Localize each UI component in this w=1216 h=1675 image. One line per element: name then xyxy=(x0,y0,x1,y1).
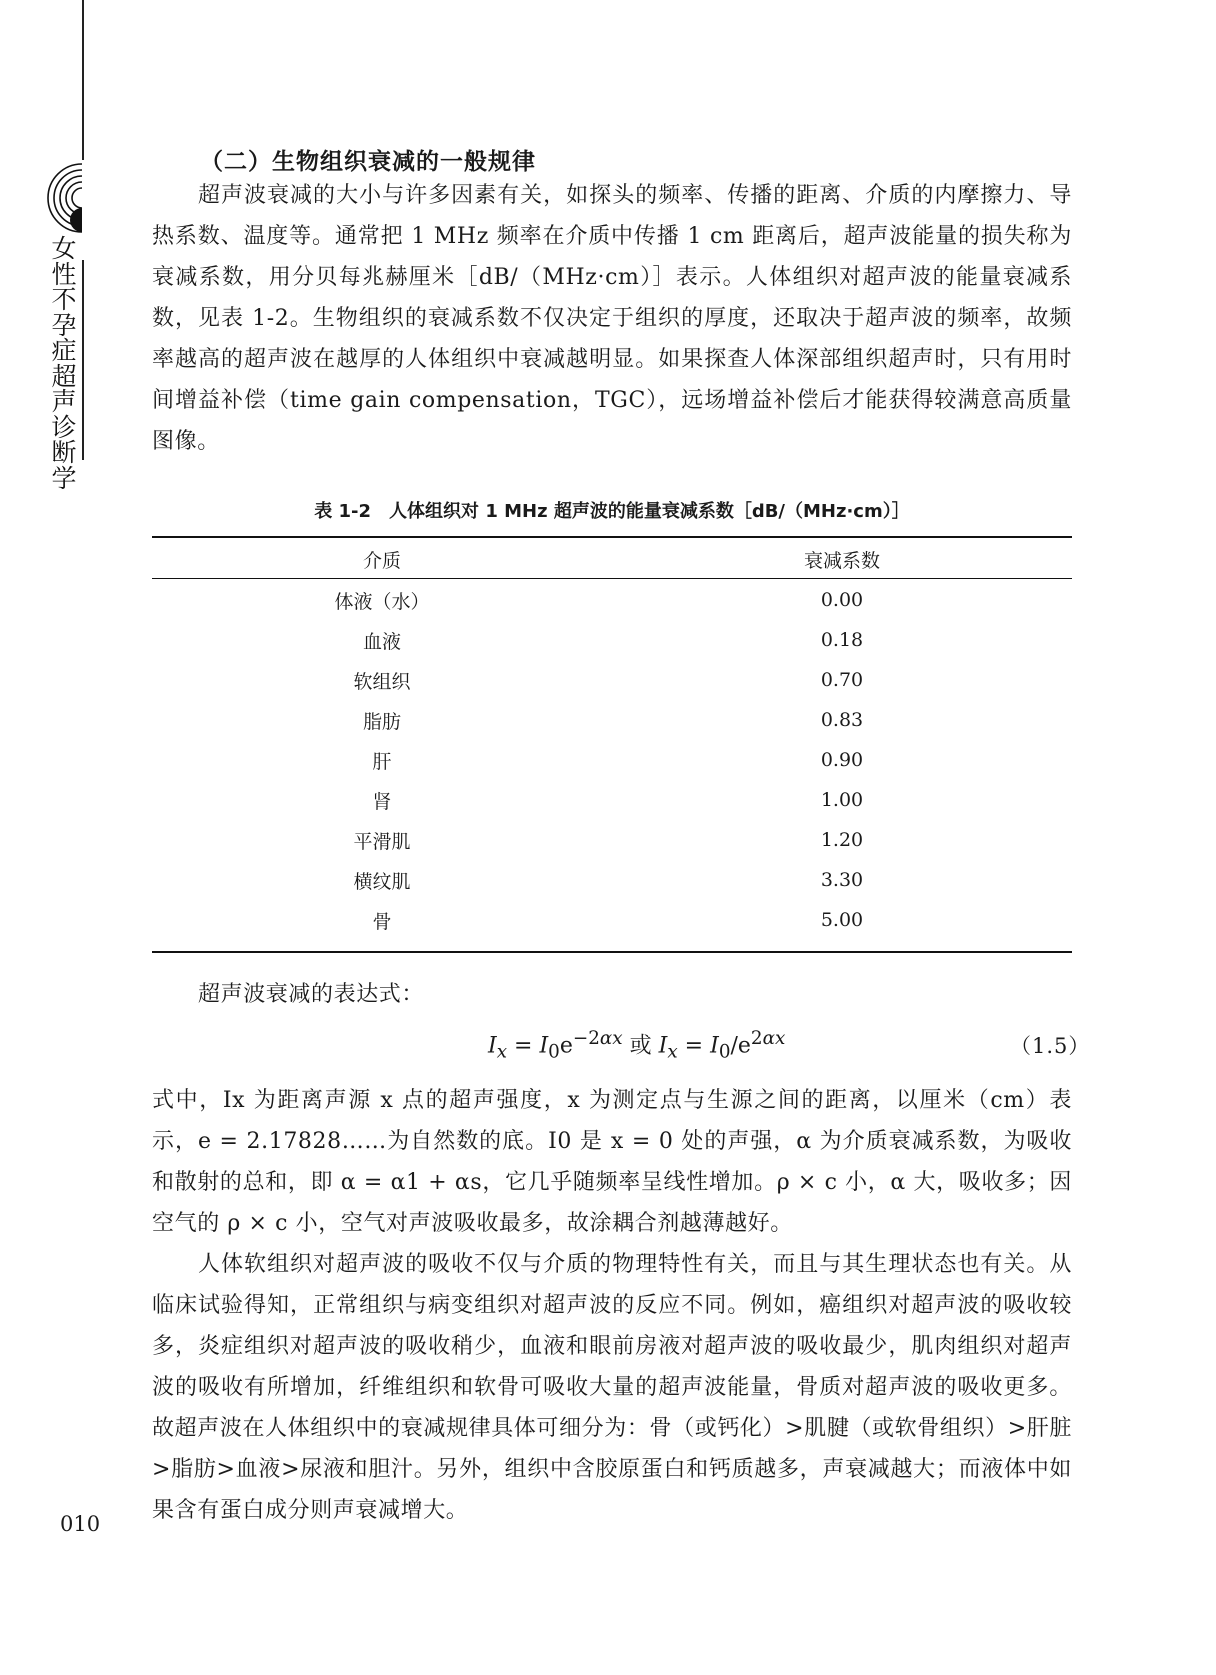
medium-cell: 骨 xyxy=(372,910,392,933)
table-row xyxy=(152,900,1072,940)
table-header-row xyxy=(152,539,1072,580)
section-heading: （二）生物组织衰减的一般规律 xyxy=(200,149,536,175)
medium-cell: 体液（水） xyxy=(334,590,430,613)
table-row xyxy=(152,580,1072,620)
formula-or: 或 xyxy=(629,1033,652,1059)
coefficient-cell: 1.20 xyxy=(820,829,864,851)
coefficient-cell: 0.83 xyxy=(820,709,864,731)
medium-cell: 血液 xyxy=(362,630,401,653)
vertical-book-title: 女性不孕症超声诊断学 xyxy=(51,234,77,493)
paragraph-tissue-absorption: 人体软组织对超声波的吸收不仅与介质的物理特性有关，而且与其生理状态也有关。从临床试验得知，正常组织与病变组织对超声波的反应不同。例如，癌组织对超声波的吸收较多，炎症组织对超声波的吸收稍少，血液和眼前房液对超声波的吸收最少，肌肉组织对超声波的吸收有所增加，纤维组织和软骨可吸收大量的超声波能量，骨质对超声波的吸收更多。故超声波在人体组织中的衰减规律具体可细分为：骨（或钙化）>肌腱（或软骨组织）>肝脏>脂肪>血液>尿液和胆汁。另外，组织中含胶原蛋白和钙质越多，声衰减越大；而液体中如果含有蛋白成分则声衰减增大。 xyxy=(152,1252,1072,1523)
paragraph-attenuation-factors: 超声波衰减的大小与许多因素有关，如探头的频率、传播的距离、介质的内摩擦力、导热系数、温度等。通常把 1 MHz 频率在介质中传播 1 cm 距离后，超声波能量的损失称为衰减系数，用分贝每兆赫厘米［dB/（MHz·cm）］表示。人体组织对超声波的能量衰减系数，见表 1-2。生物组织的衰减系数不仅决定于组织的厚度，还取决于超声波的频率，故频率越高的超声波在越厚的人体组织中衰减越明显。如果探查人体深部组织超声时，只有用时间增益补偿（time gain compensation，TGC），远场增益补偿后才能获得较满意高质量图像。 xyxy=(152,183,1072,454)
attenuation-table xyxy=(152,539,1072,940)
table-row xyxy=(152,860,1072,900)
coefficient-cell: 3.30 xyxy=(820,869,864,891)
table-row xyxy=(152,780,1072,820)
table-row xyxy=(152,660,1072,700)
equation-number: （1.5） xyxy=(1010,1034,1091,1058)
coefficient-cell: 1.00 xyxy=(820,789,864,811)
table-row xyxy=(152,620,1072,660)
header-coefficient: 衰减系数 xyxy=(803,550,880,572)
attenuation-formula: $I_x = I_0e^{-2\alpha x}$ 或 $I_x = I_0/e^{2\alpha x}$ xyxy=(488,1028,786,1063)
coefficient-cell: 0.18 xyxy=(820,629,864,651)
coefficient-cell: 0.90 xyxy=(820,749,864,771)
table-caption: 表 1-2 人体组织对 1 MHz 超声波的能量衰减系数［dB/（MHz·cm）］ xyxy=(314,501,910,522)
coefficient-cell: 0.70 xyxy=(820,669,864,691)
page-number: 010 xyxy=(60,1512,101,1536)
coefficient-cell: 0.00 xyxy=(820,589,864,611)
coefficient-cell: 5.00 xyxy=(820,909,864,931)
table-top-rule xyxy=(152,536,1072,538)
table-row xyxy=(152,740,1072,780)
medium-cell: 横纹肌 xyxy=(353,870,411,893)
table-row xyxy=(152,820,1072,860)
header-medium: 介质 xyxy=(362,550,401,572)
paragraph-formula-explanation: 式中，Ix 为距离声源 x 点的超声强度，x 为测定点与生源之间的距离，以厘米（cm）表示，e = 2.17828……为自然数的底。I0 是 x = 0 处的声强，α 为介质衰减系数，为吸收和散射的总和，即 α = α1 + αs，它几乎随频率呈线性增加。ρ × c 小，α 大，吸收多；因空气的 ρ × c 小，空气对声波吸收最多，故涂耦合剂越薄越好。 xyxy=(152,1088,1072,1236)
table-row xyxy=(152,700,1072,740)
medium-cell: 脂肪 xyxy=(362,710,401,733)
medium-cell: 肝 xyxy=(372,750,392,773)
medium-cell: 平滑肌 xyxy=(353,830,411,853)
medium-cell: 软组织 xyxy=(353,670,411,693)
medium-cell: 肾 xyxy=(372,790,392,813)
formula-intro: 超声波衰减的表达式： xyxy=(198,982,425,1007)
table-bottom-rule xyxy=(152,951,1072,953)
